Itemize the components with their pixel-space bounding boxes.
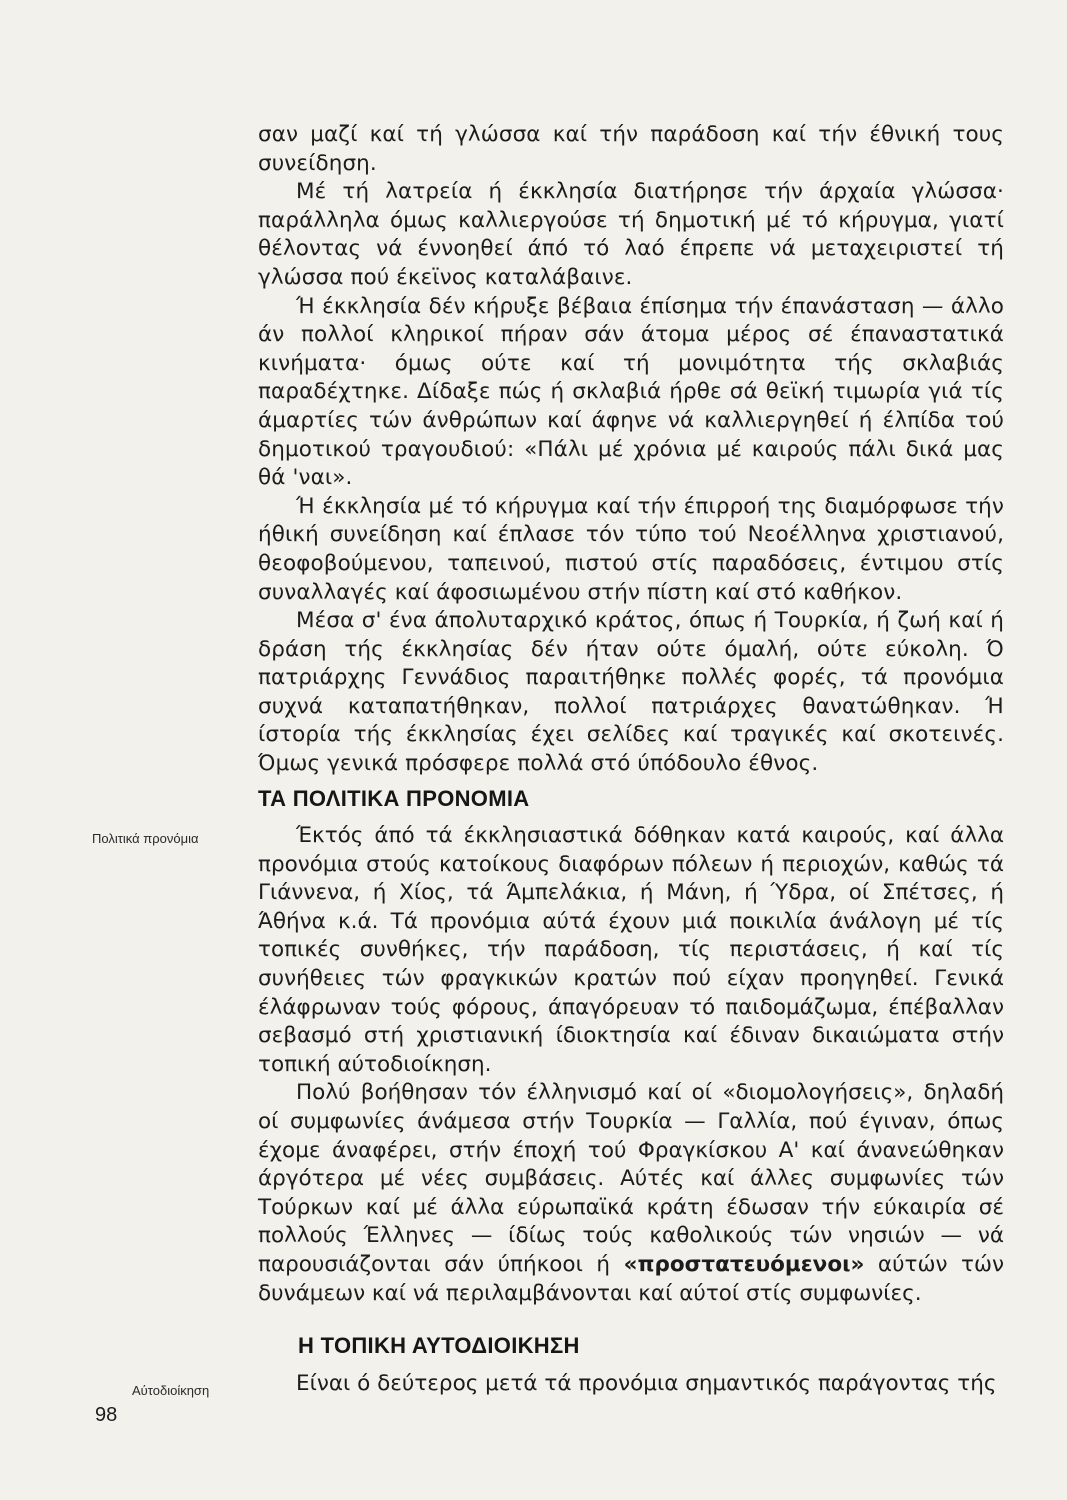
- paragraph: σαν μαζί καί τή γλώσσα καί τήν παράδοση καί τήν έθνική τους συνείδηση.: [258, 122, 1004, 176]
- section-political-privileges-text: [258, 822, 1004, 1308]
- section-heading-political-privileges: ΤΑ ΠΟΛΙΤΙΚΑ ΠΡΟΝΟΜΙΑ: [258, 786, 530, 811]
- paragraph: [258, 1079, 1004, 1308]
- section-self-government-text: [258, 1370, 1004, 1399]
- margin-note-political-privileges: Πολιτικά προνόμια: [92, 831, 199, 846]
- paragraph: Ή έκκλησία δέν κήρυξε βέβαια έπίσημα τήν έπανάσταση — άλλο άν πολλοί κληρικοί πήραν σάν άτομα μέρος σέ έπαναστατικά κινήματα· όμως ούτε καί τή μονιμότητα τής σκλαβιάς παραδέχτηκε. Δίδαξε πώς ή σκλαβιά ήρθε σά θεϊκή τιμωρία γιά τίς άμαρτίες τών άνθρώπων καί άφηνε νά καλλιεργηθεί ή έλπίδα τού δημοτικού τραγουδιού: «Πάλι μέ χρόνια μέ καιρούς πάλι δικά μας θά 'ναι».: [258, 293, 1004, 491]
- margin-note-self-government: Αύτοδιοίκηση: [132, 1383, 210, 1398]
- section-heading-local-self-government: Η ΤΟΠΙΚΗ ΑΥΤΟΔΙΟΙΚΗΣΗ: [298, 1333, 580, 1358]
- paragraph: Έκτός άπό τά έκκλησιαστικά δόθηκαν κατά καιρούς, καί άλλα προνόμια στούς κατοίκους διαφόρων πόλεων ή περιοχών, καθώς τά Γιάννενα, ή Χίος, τά Άμπελάκια, ή Μάνη, ή Ύδρα, οί Σπέτσες, ή Άθήνα κ.ά. Τά προνόμια αύτά έχουν μιά ποικιλία άνάλογη μέ τίς τοπικές συνθήκες, τήν παράδοση, τίς περιστάσεις, ή καί τίς συνήθειες τών φραγκικών κρατών πού είχαν προηγηθεί. Γενικά έλάφρωναν τούς φόρους, άπαγόρευαν τό παιδομάζωμα, έπέβαλλαν σεβασμό στή χριστιανική ίδιοκτησία καί έδιναν δικαιώματα στήν τοπική αύτοδιοίκηση.: [258, 823, 1004, 1077]
- paragraph: Είναι ό δεύτερος μετά τά προνόμια σημαντικός παράγοντας τής: [296, 1371, 997, 1396]
- paragraph-text: Πολύ βοήθησαν τόν έλληνισμό καί οί «διομολογήσεις», δηλαδή οί συμφωνίες άνάμεσα στήν Τουρκία — Γαλλία, πού έγιναν, όπως έχομε άναφέρει, στήν έποχή τού Φραγκίσκου Α' καί άνανεώθηκαν άργότερα μέ νέες συμβάσεις. Αύτές καί άλλες συμφωνίες τών Τούρκων καί μέ άλλα εύρωπαϊκά κράτη έδωσαν τήν εύκαιρία σέ πολλούς Έλληνες — ίδίως τούς καθολικούς τών νησιών — νά παρουσιάζονται σάν ύπήκοοι ή: [258, 1080, 1004, 1277]
- bold-term: «προστατευόμενοι»: [623, 1251, 865, 1277]
- paragraph: Μέσα σ' ένα άπολυταρχικό κράτος, όπως ή Τουρκία, ή ζωή καί ή δράση τής έκκλησίας δέν ήταν ούτε όμαλή, ούτε εύκολη. Ό πατριάρχης Γεννάδιος παραιτήθηκε πολλές φορές, τά προνόμια συχνά καταπατήθηκαν, πολλοί πατριάρχες θανατώθηκαν. Ή ίστορία τής έκκλησίας έχει σελίδες καί τραγικές καί σκοτεινές. Όμως γενικά πρόσφερε πολλά στό ύπόδουλο έθνος.: [258, 608, 1004, 777]
- paragraph: Μέ τή λατρεία ή έκκλησία διατήρησε τήν άρχαία γλώσσα· παράλληλα όμως καλλιεργούσε τή δημοτική μέ τό κήρυγμα, γιατί θέλοντας νά έννοηθεί άπό τό λαό έπρεπε νά μεταχειριστεί τή γλώσσα πού έκεϊνος καταλάβαινε.: [258, 179, 1004, 290]
- section-church-text: [258, 121, 1004, 779]
- paragraph: Ή έκκλησία μέ τό κήρυγμα καί τήν έπιρροή της διαμόρφωσε τήν ήθική συνείδηση καί έπλασε τόν τύπο τού Νεοέλληνα χριστιανού, θεοφοβούμενου, ταπεινού, πιστού στίς παραδόσεις, έντιμου στίς συναλλαγές καί άφοσιωμένου στήν πίστη καί στό καθήκον.: [258, 493, 1004, 605]
- page-number: 98: [95, 1404, 118, 1426]
- paragraph-text: αύτών τών δυνάμεων καί νά περιλαμβάνονται καί αύτοί στίς συμφωνίες.: [258, 1251, 1005, 1306]
